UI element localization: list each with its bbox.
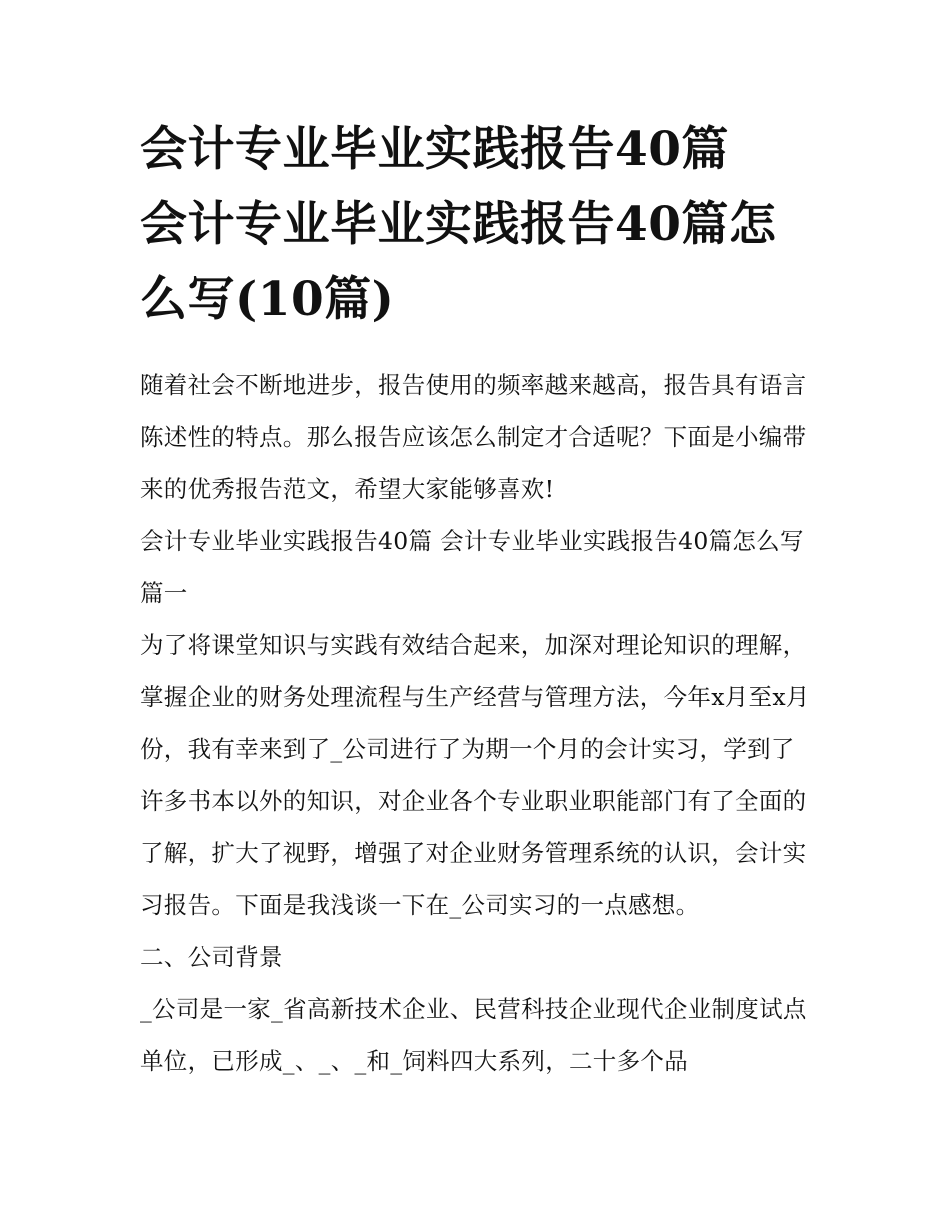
document-title: [140, 112, 815, 337]
title-line-3: 么写(10篇): [140, 272, 395, 327]
company-paragraph: _公司是一家_省高新技术企业、民营科技企业现代企业制度试点单位，已形成_、_、_和_饲料四大系列，二十多个品: [140, 995, 807, 1075]
section-heading: 二、公司背景: [140, 943, 283, 971]
section-subtitle: 会计专业毕业实践报告40篇 会计专业毕业实践报告40篇怎么写篇一: [140, 527, 804, 607]
body-paragraph: 为了将课堂知识与实践有效结合起来，加深对理论知识的理解，掌握企业的财务处理流程与生产经营与管理方法，今年x月至x月份，我有幸来到了_公司进行了为期一个月的会计实习，学到了许多书本以外的知识，对企业各个专业职业职能部门有了全面的了解，扩大了视野，增强了对企业财务管理系统的认识，会计实习报告。下面是我浅谈一下在_公司实习的一点感想。: [140, 631, 810, 919]
intro-paragraph: 随着社会不断地进步，报告使用的频率越来越高，报告具有语言陈述性的特点。那么报告应该怎么制定才合适呢？下面是小编带来的优秀报告范文，希望大家能够喜欢!: [140, 371, 807, 503]
title-line-1: 会计专业毕业实践报告40篇: [140, 122, 729, 177]
document-content: [140, 112, 815, 1087]
title-line-2: 会计专业毕业实践报告40篇怎: [140, 197, 777, 252]
